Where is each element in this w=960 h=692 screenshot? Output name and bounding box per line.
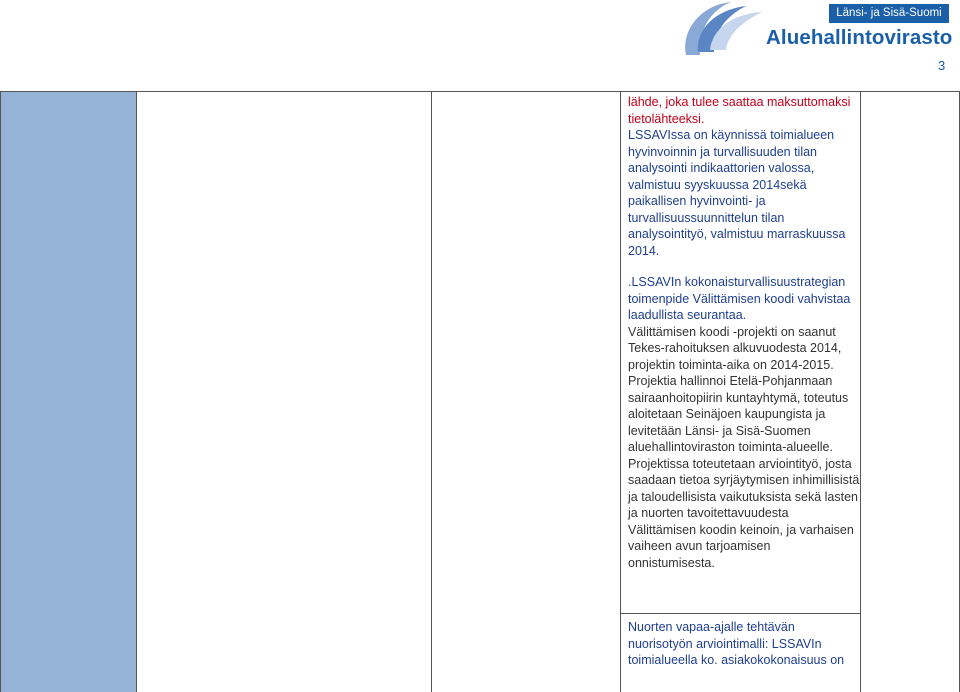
- brand-region-label: Länsi- ja Sisä-Suomi: [829, 4, 949, 23]
- table-cell-text: [628, 94, 860, 259]
- row-divider: [620, 613, 860, 614]
- column-divider: [860, 92, 861, 692]
- column-divider: [431, 92, 432, 692]
- cell-paragraph: lähde, joka tulee saattaa maksuttomaksi tietolähteeksi.: [628, 95, 851, 126]
- column-divider: [620, 92, 621, 692]
- cell-paragraph: Projektia hallinnoi Etelä-Pohjanmaan sairaanhoitopiirin kuntayhtymä, toteutus aloitetaan Seinäjoen kaupungista ja levitetään Länsi- ja Sisä-Suomen aluehallintoviraston toiminta-alueelle. Projektissa toteutetaan arviointityö, josta saadaan tietoa syrjäytymisen inhimillisistä ja taloudellisista vaikutuksista sekä lasten ja nuorten tavoitettavuudesta Välittämisen koodin keinoin, ja varhaisen vaiheen avun tarjoamisen onnistumisesta.: [628, 374, 860, 570]
- table-column-shaded: [1, 92, 137, 692]
- cell-paragraph: Välittämisen koodi -projekti on saanut Tekes-rahoituksen alkuvuodesta 2014, projektin toiminta-aika on 2014-2015.: [628, 324, 842, 372]
- table-cell-text: [628, 274, 860, 571]
- cell-paragraph: Nuorten vapaa-ajalle tehtävän nuorisotyön arviointimalli: LSSAVIn toimialueella ko. asiakokokonaisuus on: [628, 620, 845, 667]
- table-cell-text: [628, 619, 860, 669]
- brand-name: Aluehallintovirasto: [766, 26, 953, 49]
- cell-paragraph: LSSAVIssa on käynnissä toimialueen hyvinvoinnin ja turvallisuuden tilan analysointi indikaattorien valossa, valmistuu syyskuussa 2014sekä paikallisen hyvinvointi- ja turvallisuussuunnittelun tilan analysointityö, valmistuu marraskuussa 2014.: [628, 128, 846, 258]
- document-table: [0, 91, 960, 692]
- agency-logo-icon: [676, 0, 766, 60]
- page-header: [0, 0, 960, 90]
- cell-paragraph: .LSSAVIn kokonaisturvallisuustrategian toimenpide Välittämisen koodi vahvistaa laadullista seurantaa.: [628, 275, 851, 322]
- page-number: 3: [938, 58, 946, 73]
